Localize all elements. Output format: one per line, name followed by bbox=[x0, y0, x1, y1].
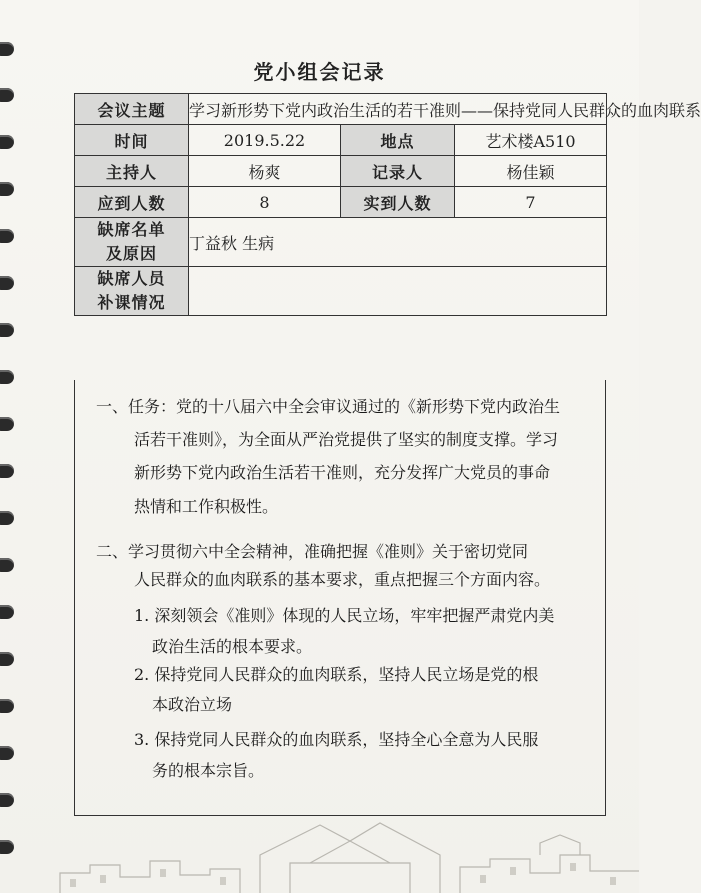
note-line: 新形势下党内政治生活若干准则，充分发挥广大党员的事命 bbox=[134, 463, 551, 482]
binding-ring bbox=[0, 699, 14, 713]
binding-ring bbox=[0, 42, 14, 56]
note-line: 政治生活的根本要求。 bbox=[152, 637, 313, 656]
topic-value: 学习新形势下党内政治生活的若干准则——保持党同人民群众的血肉联系 bbox=[189, 94, 607, 125]
note-line: 一、任务：党的十八届六中全会审议通过的《新形势下党内政治生 bbox=[96, 397, 561, 416]
binding-ring bbox=[0, 464, 14, 478]
binding-ring bbox=[0, 276, 14, 290]
absent-label-line1: 缺席名单 bbox=[97, 220, 166, 239]
meeting-record-table bbox=[74, 93, 701, 316]
recorder-label: 记录人 bbox=[341, 156, 455, 187]
absent-label bbox=[75, 218, 189, 267]
binding-ring bbox=[0, 746, 14, 760]
binding-ring bbox=[0, 229, 14, 243]
note-line: 1. 深刻领会《准则》体现的人民立场，牢牢把握严肃党内美 bbox=[134, 606, 555, 625]
page-title: 党小组会记录 bbox=[253, 60, 386, 84]
binding-ring bbox=[0, 793, 14, 807]
makeup-label-line1: 缺席人员 bbox=[97, 269, 166, 288]
note-line: 2. 保持党同人民群众的血肉联系，坚持人民立场是党的根 bbox=[134, 665, 539, 684]
makeup-label-line2: 补课情况 bbox=[97, 293, 166, 312]
absent-value: 丁益秋 生病 bbox=[189, 218, 607, 267]
note-line: 本政治立场 bbox=[152, 695, 233, 714]
host-label: 主持人 bbox=[75, 156, 189, 187]
note-line: 人民群众的血肉联系的基本要求，重点把握三个方面内容。 bbox=[134, 570, 551, 589]
decorative-building-illustration bbox=[60, 815, 639, 893]
binding-ring bbox=[0, 558, 14, 572]
makeup-label bbox=[75, 267, 189, 316]
note-line: 热情和工作积极性。 bbox=[134, 497, 279, 516]
binding-ring bbox=[0, 323, 14, 337]
makeup-value bbox=[189, 267, 607, 316]
binding-ring bbox=[0, 88, 14, 102]
binding-ring bbox=[0, 182, 14, 196]
topic-label: 会议主题 bbox=[75, 94, 189, 125]
recorder-value: 杨佳颖 bbox=[455, 156, 607, 187]
place-value: 艺术楼A510 bbox=[455, 125, 607, 156]
time-label: 时间 bbox=[75, 125, 189, 156]
binding-ring bbox=[0, 417, 14, 431]
note-line: 务的根本宗旨。 bbox=[152, 761, 265, 780]
host-value: 杨爽 bbox=[189, 156, 341, 187]
expected-label: 应到人数 bbox=[75, 187, 189, 218]
binding-ring bbox=[0, 370, 14, 384]
note-line: 二、学习贯彻六中全会精神，准确把握《准则》关于密切党同 bbox=[96, 542, 529, 561]
actual-value: 7 bbox=[455, 187, 607, 218]
place-label: 地点 bbox=[341, 125, 455, 156]
binding-ring bbox=[0, 840, 14, 854]
note-line: 3. 保持党同人民群众的血肉联系，坚持全心全意为人民服 bbox=[134, 730, 539, 749]
actual-label: 实到人数 bbox=[341, 187, 455, 218]
note-line: 活若干准则》，为全面从严治党提供了坚实的制度支撑。学习 bbox=[134, 430, 559, 449]
absent-label-line2: 及原因 bbox=[105, 244, 157, 263]
binding-ring bbox=[0, 652, 14, 666]
binding-ring bbox=[0, 605, 14, 619]
expected-value: 8 bbox=[189, 187, 341, 218]
binding-ring bbox=[0, 135, 14, 149]
time-value: 2019.5.22 bbox=[189, 125, 341, 156]
binding-ring bbox=[0, 511, 14, 525]
